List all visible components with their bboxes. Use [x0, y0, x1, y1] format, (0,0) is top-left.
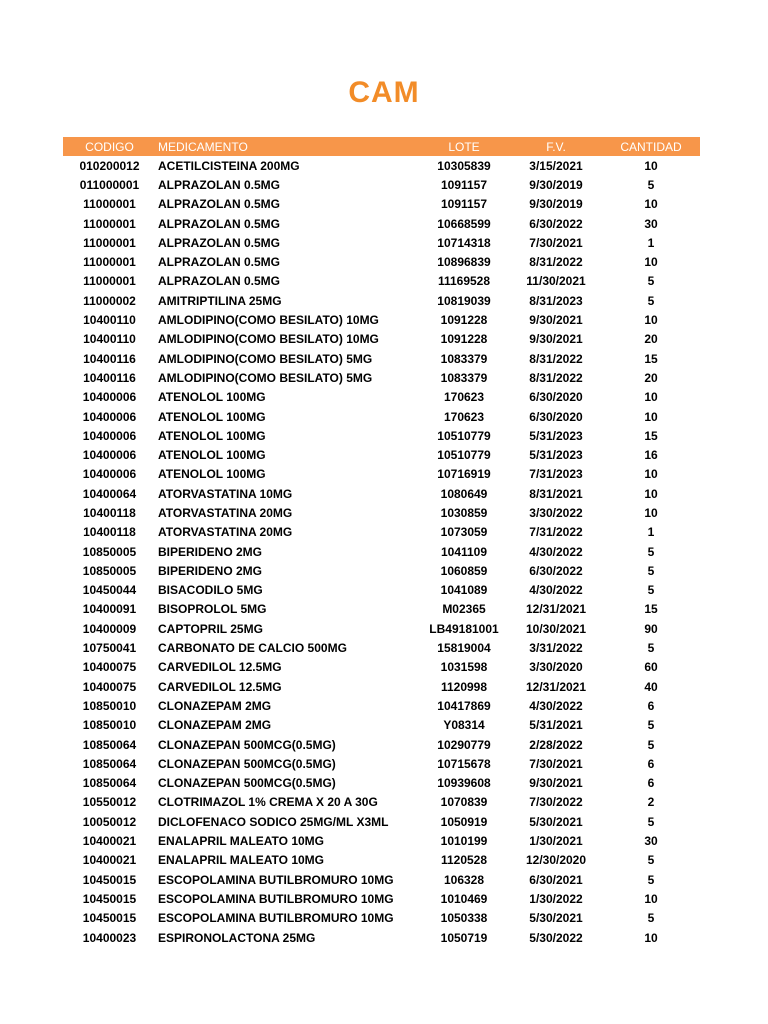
fv-cell: 8/31/2021: [529, 486, 583, 501]
codigo-cell: 10450015: [82, 911, 137, 926]
fv-cell: 5/30/2021: [529, 911, 583, 926]
medicamento-cell: ALPRAZOLAN 0.5MG: [158, 235, 281, 250]
cantidad-cell: 1: [647, 525, 655, 540]
cantidad-cell: 5: [647, 641, 655, 656]
fv-cell: 7/30/2021: [529, 235, 583, 250]
medicamento-cell: AMLODIPINO(COMO BESILATO) 10MG: [158, 313, 379, 328]
column-header-fv: F.V.: [510, 137, 602, 156]
medicamento-cell: ATENOLOL 100MG: [158, 448, 266, 463]
cantidad-cell: 10: [644, 505, 658, 520]
cantidad-cell: 16: [644, 448, 658, 463]
cantidad-cell: 10: [644, 467, 658, 482]
fv-cell: 2/28/2022: [529, 737, 583, 752]
medicamento-cell: ATENOLOL 100MG: [158, 409, 266, 424]
cantidad-cell: 10: [644, 255, 658, 270]
cantidad-cell: 5: [647, 737, 655, 752]
table-row: [63, 619, 700, 638]
table-row: [63, 716, 700, 735]
table-row: [63, 851, 700, 870]
table-row: [63, 581, 700, 600]
table-row: [63, 774, 700, 793]
fv-cell: 9/30/2021: [529, 776, 583, 791]
medicamento-cell: CLONAZEPAN 500MCG(0.5MG): [158, 737, 336, 752]
table-row: [63, 252, 700, 271]
column-header-cantidad: CANTIDAD: [602, 137, 700, 156]
table-row: [63, 909, 700, 928]
codigo-cell: 10850005: [82, 544, 137, 559]
codigo-cell: 10400091: [82, 602, 137, 617]
lote-cell: LB49181001: [429, 621, 499, 636]
column-header-lote: LOTE: [418, 137, 510, 156]
table-row: [63, 600, 700, 619]
fv-cell: 5/31/2021: [529, 718, 583, 733]
fv-cell: 8/31/2023: [529, 293, 583, 308]
cantidad-cell: 5: [647, 718, 655, 733]
medicamento-cell: ALPRAZOLAN 0.5MG: [158, 274, 281, 289]
cantidad-cell: 60: [644, 660, 658, 675]
fv-cell: 3/15/2021: [529, 158, 583, 173]
table-row: [63, 831, 700, 850]
cantidad-cell: 10: [644, 891, 658, 906]
lote-cell: 1091157: [440, 197, 488, 212]
medicamento-cell: ENALAPRIL MALEATO 10MG: [158, 853, 325, 868]
medicamento-cell: DICLOFENACO SODICO 25MG/ML X3ML: [158, 814, 389, 829]
lote-cell: 1050919: [440, 814, 488, 829]
lote-cell: Y08314: [443, 718, 485, 733]
cantidad-cell: 15: [644, 602, 658, 617]
cantidad-cell: 1: [647, 235, 655, 250]
codigo-cell: 11000001: [83, 197, 136, 212]
cantidad-cell: 20: [644, 370, 658, 385]
fv-cell: 5/31/2023: [529, 428, 583, 443]
codigo-cell: 10850064: [82, 776, 137, 791]
table-row: [63, 465, 700, 484]
medicamento-cell: ESCOPOLAMINA BUTILBROMURO 10MG: [158, 891, 394, 906]
table-row: [63, 195, 700, 214]
fv-cell: 9/30/2019: [529, 197, 583, 212]
medicamento-cell: ESCOPOLAMINA BUTILBROMURO 10MG: [158, 911, 394, 926]
table-header: [63, 137, 700, 156]
lote-cell: 1091228: [440, 332, 488, 347]
cantidad-cell: 30: [644, 216, 658, 231]
lote-cell: 10305839: [437, 158, 491, 173]
codigo-cell: 11000001: [83, 216, 136, 231]
lote-cell: 1031598: [440, 660, 488, 675]
codigo-cell: 10850064: [82, 756, 137, 771]
table-row: [63, 233, 700, 252]
fv-cell: 4/30/2022: [529, 698, 583, 713]
lote-cell: 10939608: [437, 776, 491, 791]
table-row: [63, 793, 700, 812]
cantidad-cell: 30: [644, 834, 658, 849]
lote-cell: 1050719: [440, 930, 488, 945]
codigo-cell: 010200012: [79, 158, 140, 173]
table-row: [63, 407, 700, 426]
fv-cell: 7/30/2022: [529, 795, 583, 810]
codigo-cell: 10400021: [82, 853, 137, 868]
medicamento-cell: BIPERIDENO 2MG: [158, 544, 263, 559]
lote-cell: 1083379: [440, 370, 488, 385]
table-row: [63, 484, 700, 503]
cantidad-cell: 5: [647, 177, 655, 192]
medicamento-cell: ATORVASTATINA 20MG: [158, 505, 293, 520]
medicamento-cell: BIPERIDENO 2MG: [158, 563, 263, 578]
codigo-cell: 10400006: [82, 448, 137, 463]
fv-cell: 9/30/2021: [529, 313, 583, 328]
codigo-cell: 10400116: [83, 370, 136, 385]
medicamento-cell: ATENOLOL 100MG: [158, 467, 266, 482]
medicamento-cell: ALPRAZOLAN 0.5MG: [158, 177, 281, 192]
cantidad-cell: 5: [647, 583, 655, 598]
fv-cell: 5/30/2021: [529, 814, 583, 829]
codigo-cell: 10400006: [82, 467, 137, 482]
lote-cell: 1120998: [440, 679, 488, 694]
fv-cell: 7/30/2021: [529, 756, 583, 771]
codigo-cell: 11000001: [83, 274, 136, 289]
table-row: [63, 310, 700, 329]
cantidad-cell: 6: [647, 698, 655, 713]
cantidad-cell: 10: [644, 158, 658, 173]
fv-cell: 5/31/2023: [529, 448, 583, 463]
table-row: [63, 214, 700, 233]
cantidad-cell: 10: [644, 390, 658, 405]
lote-cell: 170623: [443, 409, 485, 424]
cantidad-cell: 5: [647, 814, 655, 829]
fv-cell: 6/30/2021: [529, 872, 583, 887]
medicamento-cell: ATORVASTATINA 20MG: [158, 525, 293, 540]
codigo-cell: 10450044: [82, 583, 137, 598]
medicamento-cell: CARVEDILOL 12.5MG: [158, 660, 282, 675]
page-title: CAM: [348, 76, 420, 109]
fv-cell: 6/30/2022: [529, 563, 583, 578]
medicamento-cell: CAPTOPRIL 25MG: [158, 621, 263, 636]
medicamento-cell: AMLODIPINO(COMO BESILATO) 5MG: [158, 351, 373, 366]
medicamento-cell: AMITRIPTILINA 25MG: [158, 293, 282, 308]
codigo-cell: 11000001: [83, 255, 136, 270]
lote-cell: 170623: [443, 390, 485, 405]
lote-cell: 1080649: [440, 486, 488, 501]
fv-cell: 12/31/2021: [525, 679, 587, 694]
medicamento-cell: ENALAPRIL MALEATO 10MG: [158, 834, 325, 849]
fv-cell: 4/30/2022: [529, 544, 583, 559]
medicamento-cell: AMLODIPINO(COMO BESILATO) 10MG: [158, 332, 379, 347]
cantidad-cell: 10: [644, 409, 658, 424]
codigo-cell: 10400116: [83, 351, 136, 366]
column-header-medicamento: MEDICAMENTO: [156, 137, 418, 156]
table-row: [63, 754, 700, 773]
codigo-cell: 10400075: [82, 660, 137, 675]
lote-cell: 15819004: [437, 641, 491, 656]
table-row: [63, 561, 700, 580]
lote-cell: 1050338: [440, 911, 488, 926]
codigo-cell: 11000002: [83, 293, 136, 308]
table-row: [63, 349, 700, 368]
medicamento-cell: CARVEDILOL 12.5MG: [158, 679, 282, 694]
header-row: [63, 137, 700, 156]
cantidad-cell: 10: [644, 197, 658, 212]
lote-cell: 10510779: [437, 428, 491, 443]
fv-cell: 9/30/2019: [529, 177, 583, 192]
table-row: [63, 812, 700, 831]
cantidad-cell: 5: [647, 293, 655, 308]
fv-cell: 10/30/2021: [525, 621, 587, 636]
table-row: [63, 928, 700, 947]
lote-cell: 10819039: [437, 293, 491, 308]
fv-cell: 3/30/2020: [529, 660, 583, 675]
table-row: [63, 638, 700, 657]
codigo-cell: 10400118: [83, 525, 136, 540]
lote-cell: 1041089: [440, 583, 488, 598]
medicamento-cell: ESPIRONOLACTONA 25MG: [158, 930, 316, 945]
medicamento-cell: ATENOLOL 100MG: [158, 390, 266, 405]
cantidad-cell: 10: [644, 313, 658, 328]
table-row: [63, 175, 700, 194]
cantidad-cell: 15: [644, 428, 658, 443]
table-row: [63, 368, 700, 387]
cantidad-cell: 15: [644, 351, 658, 366]
cantidad-cell: 6: [647, 776, 655, 791]
fv-cell: 4/30/2022: [529, 583, 583, 598]
fv-cell: 9/30/2021: [529, 332, 583, 347]
table-row: [63, 735, 700, 754]
lote-cell: 11169528: [437, 274, 491, 289]
lote-cell: 1091228: [440, 313, 488, 328]
codigo-cell: 10400006: [82, 428, 137, 443]
table-row: [63, 156, 700, 175]
table-row: [63, 677, 700, 696]
cantidad-cell: 40: [644, 679, 658, 694]
codigo-cell: 10400021: [82, 834, 137, 849]
codigo-cell: 10400110: [83, 313, 136, 328]
lote-cell: 1030859: [440, 505, 488, 520]
codigo-cell: 10400064: [82, 486, 137, 501]
table-row: [63, 870, 700, 889]
fv-cell: 11/30/2021: [526, 274, 586, 289]
lote-cell: 10510779: [437, 448, 491, 463]
table-row: [63, 523, 700, 542]
codigo-cell: 10400023: [82, 930, 137, 945]
fv-cell: 3/30/2022: [529, 505, 583, 520]
codigo-cell: 10400006: [82, 390, 137, 405]
codigo-cell: 10450015: [82, 872, 137, 887]
column-header-codigo: CODIGO: [63, 137, 156, 156]
fv-cell: 8/31/2022: [529, 255, 583, 270]
lote-cell: 10417869: [437, 698, 491, 713]
lote-cell: 10896839: [437, 255, 491, 270]
fv-cell: 8/31/2022: [529, 351, 583, 366]
fv-cell: 1/30/2021: [529, 834, 583, 849]
medicamento-cell: ACETILCISTEINA 200MG: [158, 158, 300, 173]
fv-cell: 3/31/2022: [529, 641, 583, 656]
codigo-cell: 10050012: [82, 814, 137, 829]
codigo-cell: 10450015: [82, 891, 137, 906]
lote-cell: 1060859: [440, 563, 488, 578]
cantidad-cell: 20: [644, 332, 658, 347]
table-row: [63, 658, 700, 677]
medicamento-cell: AMLODIPINO(COMO BESILATO) 5MG: [158, 370, 373, 385]
lote-cell: 10714318: [437, 235, 491, 250]
codigo-cell: 10850064: [82, 737, 137, 752]
fv-cell: 12/30/2020: [525, 853, 587, 868]
table-row: [63, 889, 700, 908]
cantidad-cell: 10: [644, 486, 658, 501]
lote-cell: 1010469: [440, 891, 488, 906]
lote-cell: 1070839: [440, 795, 488, 810]
fv-cell: 6/30/2020: [529, 390, 583, 405]
lote-cell: 106328: [443, 872, 485, 887]
cantidad-cell: 2: [647, 795, 655, 810]
codigo-cell: 11000001: [83, 235, 136, 250]
lote-cell: M02365: [442, 602, 486, 617]
codigo-cell: 10850010: [82, 718, 137, 733]
cantidad-cell: 10: [644, 930, 658, 945]
codigo-cell: 10400006: [82, 409, 137, 424]
medicamento-cell: CLOTRIMAZOL 1% CREMA X 20 A 30G: [158, 795, 378, 810]
table-row: [63, 388, 700, 407]
codigo-cell: 10850010: [82, 698, 137, 713]
cantidad-cell: 5: [647, 274, 655, 289]
medicamento-cell: BISOPROLOL 5MG: [158, 602, 267, 617]
codigo-cell: 011000001: [79, 177, 140, 192]
codigo-cell: 10850005: [82, 563, 137, 578]
medicamento-cell: ATORVASTATINA 10MG: [158, 486, 293, 501]
lote-cell: 1083379: [440, 351, 488, 366]
lote-cell: 1010199: [440, 834, 488, 849]
codigo-cell: 10750041: [82, 641, 137, 656]
table-body: [63, 156, 700, 947]
cantidad-cell: 6: [647, 756, 655, 771]
medicamento-cell: CLONAZEPAN 500MCG(0.5MG): [158, 776, 336, 791]
lote-cell: 10290779: [437, 737, 491, 752]
table-row: [63, 272, 700, 291]
cantidad-cell: 90: [644, 621, 658, 636]
cantidad-cell: 5: [647, 872, 655, 887]
fv-cell: 5/30/2022: [529, 930, 583, 945]
codigo-cell: 10400118: [83, 505, 136, 520]
table-row: [63, 542, 700, 561]
table-row: [63, 291, 700, 310]
fv-cell: 6/30/2020: [529, 409, 583, 424]
medicamento-cell: CARBONATO DE CALCIO 500MG: [158, 641, 347, 656]
lote-cell: 10715678: [437, 756, 491, 771]
medicamento-cell: CLONAZEPAM 2MG: [158, 698, 272, 713]
table-row: [63, 696, 700, 715]
lote-cell: 1073059: [440, 525, 488, 540]
fv-cell: 6/30/2022: [529, 216, 583, 231]
table-row: [63, 503, 700, 522]
cantidad-cell: 5: [647, 911, 655, 926]
cantidad-cell: 5: [647, 853, 655, 868]
table-row: [63, 330, 700, 349]
medicamento-cell: ATENOLOL 100MG: [158, 428, 266, 443]
table-row: [63, 445, 700, 464]
medicamento-cell: ALPRAZOLAN 0.5MG: [158, 255, 281, 270]
lote-cell: 1120528: [440, 853, 488, 868]
codigo-cell: 10400110: [83, 332, 136, 347]
fv-cell: 7/31/2023: [529, 467, 583, 482]
codigo-cell: 10550012: [82, 795, 137, 810]
medicamento-cell: CLONAZEPAM 2MG: [158, 718, 272, 733]
lote-cell: 1091157: [440, 177, 488, 192]
codigo-cell: 10400009: [82, 621, 137, 636]
cantidad-cell: 5: [647, 544, 655, 559]
fv-cell: 12/31/2021: [525, 602, 587, 617]
inventory-table: [63, 137, 700, 947]
lote-cell: 10716919: [437, 467, 491, 482]
medicamento-cell: BISACODILO 5MG: [158, 583, 263, 598]
medicamento-cell: ALPRAZOLAN 0.5MG: [158, 216, 281, 231]
medicamento-cell: CLONAZEPAN 500MCG(0.5MG): [158, 756, 336, 771]
cantidad-cell: 5: [647, 563, 655, 578]
fv-cell: 1/30/2022: [529, 891, 583, 906]
medicamento-cell: ESCOPOLAMINA BUTILBROMURO 10MG: [158, 872, 394, 887]
table-row: [63, 426, 700, 445]
medicamento-cell: ALPRAZOLAN 0.5MG: [158, 197, 281, 212]
lote-cell: 1041109: [440, 544, 488, 559]
fv-cell: 8/31/2022: [529, 370, 583, 385]
fv-cell: 7/31/2022: [529, 525, 583, 540]
lote-cell: 10668599: [437, 216, 491, 231]
codigo-cell: 10400075: [82, 679, 137, 694]
